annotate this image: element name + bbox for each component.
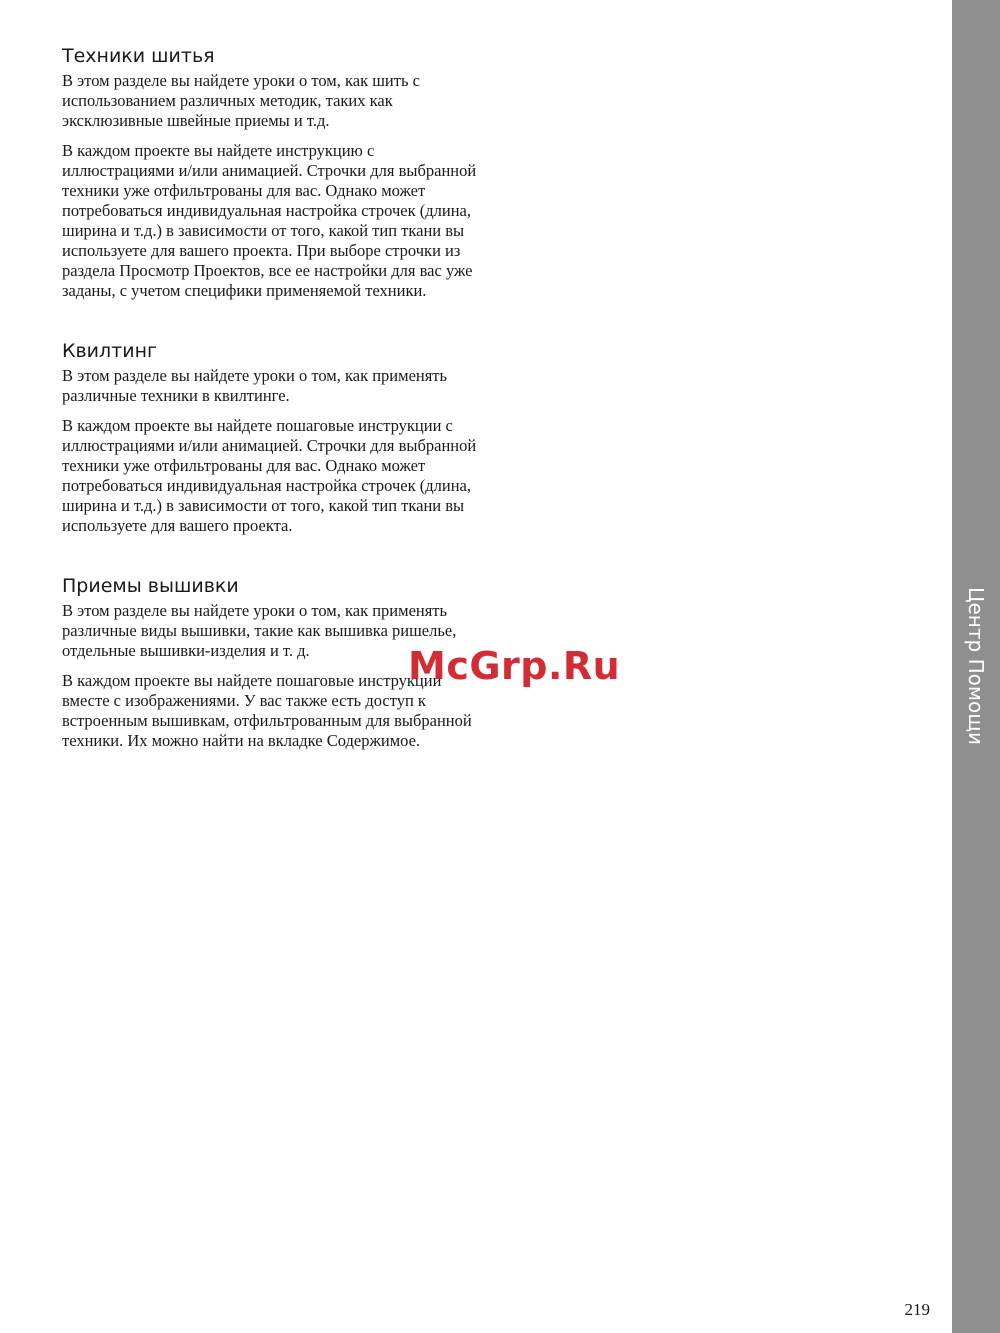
section-paragraph: В этом разделе вы найдете уроки о том, как применять различные виды вышивки, такие как вышивка ришелье, отдельные вышивки-изделия и т. д.: [62, 601, 457, 660]
section-quilting: [62, 339, 487, 536]
page-number: 219: [904, 1300, 930, 1319]
section-paragraph: В каждом проекте вы найдете инструкцию с иллюстрациями и/или анимацией. Строчки для выбранной техники уже отфильтрованы для вас. Однако может потребоваться индивидуальная настройка строчек (длина, ширина и т.д.) в зависимости от того, какой тип ткани вы используете для вашего проекта. При выборе строчки из раздела Просмотр Проектов, все ее настройки для вас уже заданы, с учетом специфики применяемой техники.: [62, 141, 477, 300]
section-title: Техники шитья: [62, 45, 215, 67]
watermark: McGrp.Ru: [408, 644, 621, 688]
section-sewing-techniques: [62, 44, 487, 301]
section-paragraph: В этом разделе вы найдете уроки о том, как применять различные техники в квилтинге.: [62, 366, 448, 405]
section-paragraph: В этом разделе вы найдете уроки о том, как шить с использованием различных методик, таких как эксклюзивные швейные приемы и т.д.: [62, 71, 420, 130]
section-paragraph: В каждом проекте вы найдете пошаговые инструкции вместе с изображениями. У вас также есть доступ к встроенным вышивкам, отфильтрованным для выбранной техники. Их можно найти на вкладке Содержимое.: [62, 671, 472, 750]
chapter-tab-label: Центр Помощи: [964, 586, 988, 746]
section-title: Приемы вышивки: [62, 575, 239, 597]
section-title: Квилтинг: [62, 340, 157, 362]
chapter-side-tab: [952, 0, 1000, 1333]
section-paragraph: В каждом проекте вы найдете пошаговые инструкции с иллюстрациями и/или анимацией. Строчки для выбранной техники уже отфильтрованы для вас. Однако может потребоваться индивидуальная настройка строчек (длина, ширина и т.д.) в зависимости от того, какой тип ткани вы используете для вашего проекта.: [62, 416, 477, 535]
